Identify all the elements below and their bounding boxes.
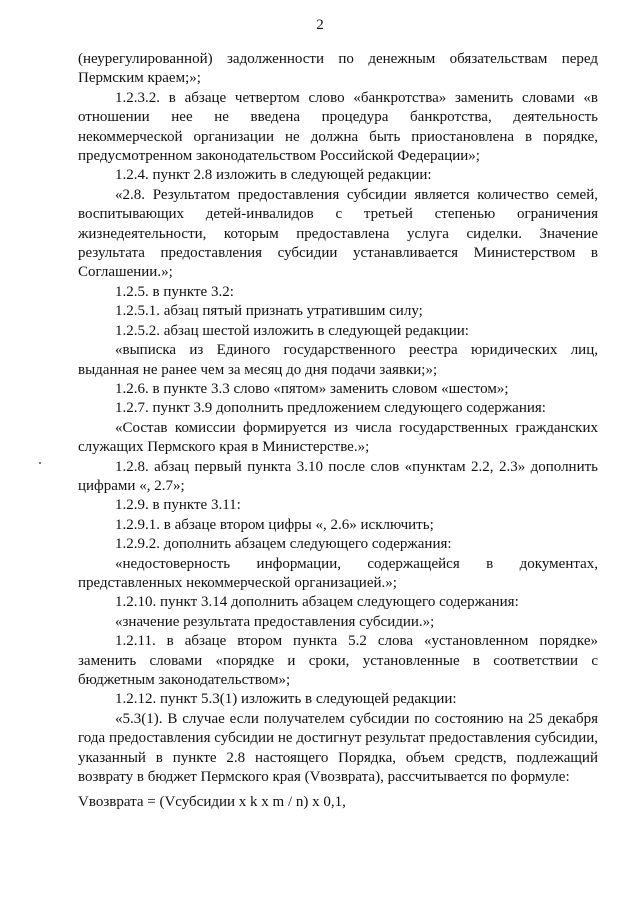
paragraph-1-2-5: 1.2.5. в пункте 3.2: [115,283,234,300]
paragraph-1-2-12: 1.2.12. пункт 5.3(1) изложить в следующей редакции: [115,691,457,708]
refund-formula: Vвозврата = (Vсубсидии x k x m / n) x 0,1, [78,794,346,811]
paragraph-1-2-9-2: 1.2.9.2. дополнить абзацем следующего содержания: [115,536,452,553]
paragraph-commission-quote: «Состав комиссии формируется из числа государственных гражданских служащих Пермского края в Министерстве.»; [78,419,598,456]
paragraph-1-2-3-2: 1.2.3.2. в абзаце четвертом слово «банкротства» заменить словами «в отношении нее не введена процедура банкротства, деятельность некоммерческой организации не должна быть приостановлена в порядке, предусмотренном законодательством Российской Федерации»; [78,89,598,165]
paragraph-result-value-quote: «значение результата предоставления субсидии.»; [115,613,435,630]
paragraph-1-2-9-1: 1.2.9.1. в абзаце втором цифры «, 2.6» исключить; [115,516,434,533]
paragraph-1-2-9: 1.2.9. в пункте 3.11: [115,497,241,514]
scan-artifact-dot [39,462,41,464]
paragraph-1-2-6: 1.2.6. в пункте 3.3 слово «пятом» заменить словом «шестом»; [115,380,509,397]
paragraph-registry-quote: «выписка из Единого государственного реестра юридических лиц, выданная не ранее чем за месяц до дня подачи заявки;»; [78,342,598,378]
paragraph-unreliability-quote: «недостоверность информации, содержащейся в документах, представленных некоммерческой организацией.»; [78,555,598,591]
page-number: 2 [316,17,324,33]
paragraph-1-2-7: 1.2.7. пункт 3.9 дополнить предложением следующего содержания: [115,400,546,417]
paragraph-1-2-10: 1.2.10. пункт 3.14 дополнить абзацем следующего содержания: [115,594,519,611]
paragraph-1-2-11: 1.2.11. в абзаце втором пункта 5.2 слова «установленном порядке» заменить словами «порядке и сроки, установленные в соответствии с бюджетным законодательством»; [78,633,598,688]
paragraph-1-2-5-2: 1.2.5.2. абзац шестой изложить в следующей редакции: [115,322,469,339]
paragraph-1-2-5-1: 1.2.5.1. абзац пятый признать утратившим силу; [115,303,423,320]
paragraph-debt-continuation: (неурегулированной) задолженности по денежным обязательствам перед Пермским краем;»; [78,51,598,87]
paragraph-1-2-8: 1.2.8. абзац первый пункта 3.10 после слов «пунктам 2.2, 2.3» дополнить цифрами «, 2.7»; [78,458,598,494]
paragraph-5-3-1-quote: «5.3(1). В случае если получателем субсидии по состоянию на 25 декабря года предоставления субсидии не достигнут результат предоставления субсидии, указанный в пункте 2.8 настоящего Порядка, объем средств, подлежащий возврату в бюджет Пермского края (Vвозврата), рассчитывается по формуле: [78,710,598,786]
paragraph-1-2-4: 1.2.4. пункт 2.8 изложить в следующей редакции: [115,167,432,184]
document-body [78,50,598,813]
paragraph-2-8-quote: «2.8. Результатом предоставления субсидии является количество семей, воспитывающих детей-инвалидов с третьей степенью ограничения жизнедеятельности, которым предоставлена услуга сиделки. Значение результата предоставления субсидии устанавливается Министерством в Соглашении.»; [78,186,598,281]
